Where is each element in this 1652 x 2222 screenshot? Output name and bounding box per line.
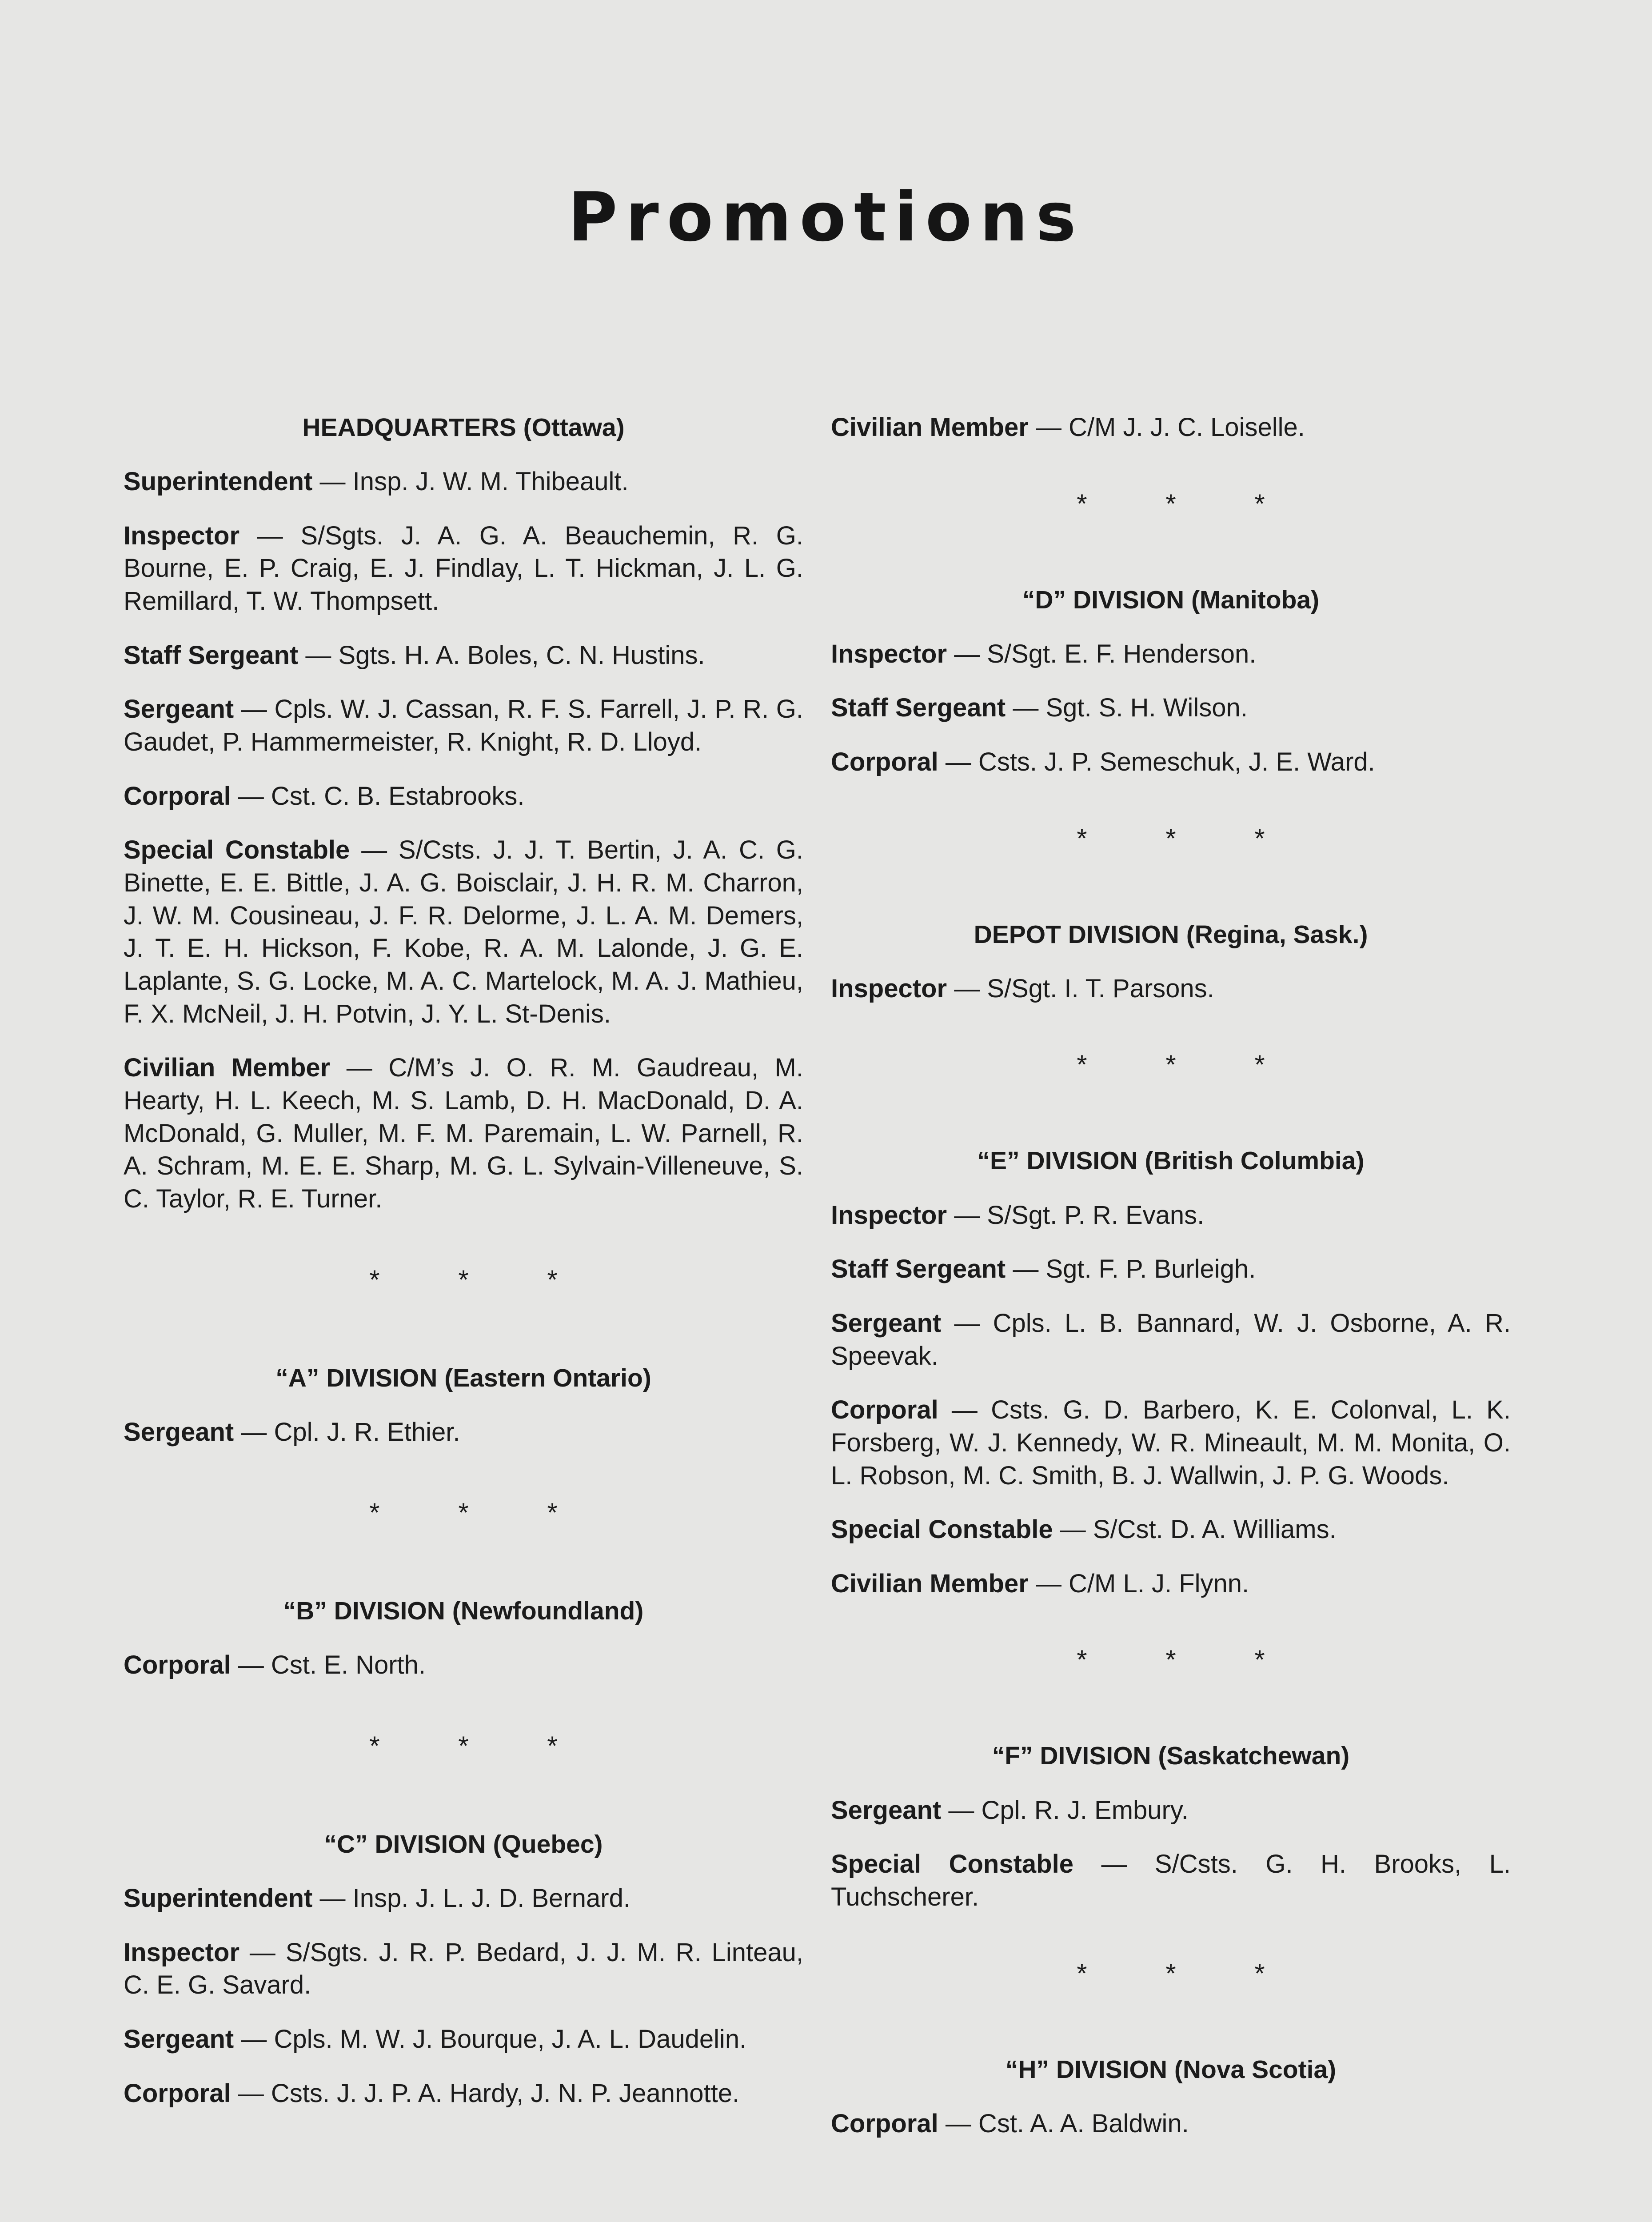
- rank-label: Special Constable: [831, 1850, 1073, 1879]
- promotion-entry: [831, 1199, 1511, 1232]
- rank-label: Staff Sergeant: [831, 1255, 1006, 1284]
- promotion-entry: [831, 1794, 1511, 1827]
- rank-label: Special Constable: [124, 835, 350, 865]
- promoted-names: — S/Sgts. J. R. P. Bedard, J. J. M. R. Linteau, C. E. G. Savard.: [124, 1938, 803, 2000]
- rank-label: Staff Sergeant: [124, 640, 299, 670]
- promoted-names: — C/M’s J. O. R. M. Gaudreau, M. Hearty, H. L. Keech, M. S. Lamb, D. H. MacDonald, D. A. McDonald, G. Muller, M. F. M. Paremain, L. W. Parnell, R. A. Schram, M. E. E. Sharp, M. G. L. Sylvain-Villeneuve, S. C. Taylor, R. E. Turner.: [124, 1053, 803, 1213]
- promoted-names: — S/Csts. J. J. T. Bertin, J. A. C. G. Binette, E. E. Bittle, J. A. G. Boisclair, J. H. R. M. Charron, J. W. M. Cousineau, J. F. R. Delorme, J. L. A. M. Demers, J. T. E. H. Hickson, F. Kobe, R. A. M. Lalonde, J. G. E. Laplante, S. G. Locke, M. A. C. Martelock, M. A. J. Mathieu, F. X. McNeil, J. H. Potvin, J. Y. L. St-Denis.: [124, 835, 803, 1028]
- rank-label: Inspector: [124, 521, 240, 550]
- rank-label: Sergeant: [831, 1308, 942, 1338]
- rank-label: Sergeant: [831, 1795, 942, 1825]
- promotion-entry: [831, 691, 1511, 724]
- promoted-names: — Cpls. L. B. Bannard, W. J. Osborne, A. R. Speevak.: [831, 1308, 1511, 1371]
- division-header: HEADQUARTERS (Ottawa): [302, 413, 625, 442]
- rank-label: Inspector: [124, 1938, 240, 1967]
- rank-label: Sergeant: [124, 695, 234, 724]
- promotion-entry: [124, 639, 803, 672]
- division-header: “C” DIVISION (Quebec): [324, 1830, 603, 1859]
- promoted-names: — Sgt. F. P. Burleigh.: [1013, 1255, 1256, 1284]
- section-separator: * * *: [369, 1731, 593, 1761]
- section-separator: * * *: [369, 1264, 593, 1295]
- promoted-names: — Cpl. R. J. Embury.: [948, 1795, 1189, 1825]
- section-separator: * * *: [1077, 823, 1301, 853]
- promotion-entry: [831, 1848, 1511, 1913]
- division-header: “E” DIVISION (British Columbia): [977, 1147, 1365, 1175]
- promotion-entry: [124, 1936, 803, 2002]
- rank-label: Civilian Member: [831, 413, 1029, 442]
- promotion-entry: [124, 1882, 803, 1915]
- promoted-names: — Csts. J. J. P. A. Hardy, J. N. P. Jeannotte.: [238, 2078, 740, 2108]
- promoted-names: — S/Cst. D. A. Williams.: [1060, 1515, 1337, 1544]
- promoted-names: — Cpl. J. R. Ethier.: [241, 1417, 460, 1447]
- division-header: “B” DIVISION (Newfoundland): [283, 1597, 644, 1626]
- promotion-entry: [124, 780, 803, 813]
- section-separator: * * *: [1077, 488, 1301, 519]
- promotion-entry: [124, 520, 803, 618]
- promotion-entry: [124, 693, 803, 758]
- rank-label: Staff Sergeant: [831, 693, 1006, 723]
- promotion-entry: [124, 465, 803, 498]
- promotion-entry: [831, 2107, 1511, 2140]
- section-separator: * * *: [1077, 1645, 1301, 1675]
- rank-label: Corporal: [831, 747, 938, 777]
- promotion-entry: [831, 411, 1511, 444]
- promoted-names: — S/Sgt. E. F. Henderson.: [954, 639, 1257, 668]
- promotion-entry: [124, 2077, 803, 2110]
- rank-label: Civilian Member: [124, 1053, 331, 1083]
- rank-label: Corporal: [124, 2078, 231, 2108]
- promotion-entry: [831, 746, 1511, 779]
- rank-label: Superintendent: [124, 1884, 313, 1913]
- rank-label: Corporal: [831, 2109, 938, 2138]
- promotion-entry: [124, 1416, 803, 1449]
- division-header: “F” DIVISION (Saskatchewan): [992, 1742, 1350, 1770]
- rank-label: Sergeant: [124, 2025, 234, 2054]
- promoted-names: — S/Sgts. J. A. G. A. Beauchemin, R. G. Bourne, E. P. Craig, E. J. Findlay, L. T. Hickman, J. L. G. Remillard, T. W. Thompsett.: [124, 521, 803, 616]
- promoted-names: — Sgts. H. A. Boles, C. N. Hustins.: [305, 640, 705, 670]
- promotion-entry: [124, 1051, 803, 1215]
- rank-label: Inspector: [831, 974, 947, 1003]
- promotion-entry: [831, 638, 1511, 671]
- page-title: Promotions: [568, 178, 1084, 256]
- promoted-names: — S/Sgt. P. R. Evans.: [954, 1200, 1205, 1230]
- promotion-entry: [831, 972, 1511, 1005]
- left-column: [124, 411, 803, 2131]
- rank-label: Special Constable: [831, 1515, 1053, 1544]
- promotion-entry: [124, 1649, 803, 1682]
- promoted-names: — Insp. J. L. J. D. Bernard.: [319, 1884, 630, 1913]
- promotion-entry: [831, 1394, 1511, 1492]
- section-separator: * * *: [369, 1498, 593, 1528]
- division-header: “H” DIVISION (Nova Scotia): [1005, 2055, 1337, 2084]
- promotion-entry: [124, 834, 803, 1030]
- rank-label: Civilian Member: [831, 1569, 1029, 1598]
- section-separator: * * *: [1077, 1958, 1301, 1988]
- promotion-entry: [831, 1253, 1511, 1286]
- promotion-entry: [831, 1567, 1511, 1600]
- promoted-names: — Cst. C. B. Estabrooks.: [238, 781, 525, 811]
- promoted-names: — C/M J. J. C. Loiselle.: [1035, 413, 1305, 442]
- promoted-names: — Insp. J. W. M. Thibeault.: [319, 467, 629, 496]
- rank-label: Corporal: [124, 1651, 231, 1680]
- promoted-names: — C/M L. J. Flynn.: [1035, 1569, 1249, 1598]
- rank-label: Corporal: [831, 1395, 938, 1425]
- promoted-names: — Csts. J. P. Semeschuk, J. E. Ward.: [945, 747, 1375, 777]
- rank-label: Corporal: [124, 781, 231, 811]
- division-header: “A” DIVISION (Eastern Ontario): [275, 1363, 651, 1392]
- promotion-entry: [124, 2023, 803, 2056]
- promoted-names: — Cst. E. North.: [238, 1651, 426, 1680]
- rank-label: Sergeant: [124, 1417, 234, 1447]
- division-header: DEPOT DIVISION (Regina, Sask.): [974, 920, 1368, 949]
- promoted-names: — S/Csts. G. H. Brooks, L. Tuchscherer.: [831, 1850, 1511, 1911]
- division-header: “D” DIVISION (Manitoba): [1022, 585, 1320, 614]
- promotion-entry: [831, 1307, 1511, 1372]
- rank-label: Inspector: [831, 1200, 947, 1230]
- rank-label: Inspector: [831, 639, 947, 668]
- rank-label: Superintendent: [124, 467, 313, 496]
- promoted-names: — S/Sgt. I. T. Parsons.: [954, 974, 1214, 1003]
- promoted-names: — Csts. G. D. Barbero, K. E. Colonval, L. K. Forsberg, W. J. Kennedy, W. R. Mineault, M. M. Monita, O. L. Robson, M. C. Smith, B. J. Wallwin, J. P. G. Woods.: [831, 1395, 1511, 1490]
- promoted-names: — Cpls. W. J. Cassan, R. F. S. Farrell, J. P. R. G. Gaudet, P. Hammermeister, R. Knight, R. D. Lloyd.: [124, 695, 803, 757]
- promoted-names: — Sgt. S. H. Wilson.: [1013, 693, 1248, 723]
- section-separator: * * *: [1077, 1050, 1301, 1080]
- promoted-names: — Cst. A. A. Baldwin.: [945, 2109, 1189, 2138]
- promoted-names: — Cpls. M. W. J. Bourque, J. A. L. Daudelin.: [241, 2025, 747, 2054]
- right-column: [831, 411, 1511, 2161]
- promotion-entry: [831, 1513, 1511, 1546]
